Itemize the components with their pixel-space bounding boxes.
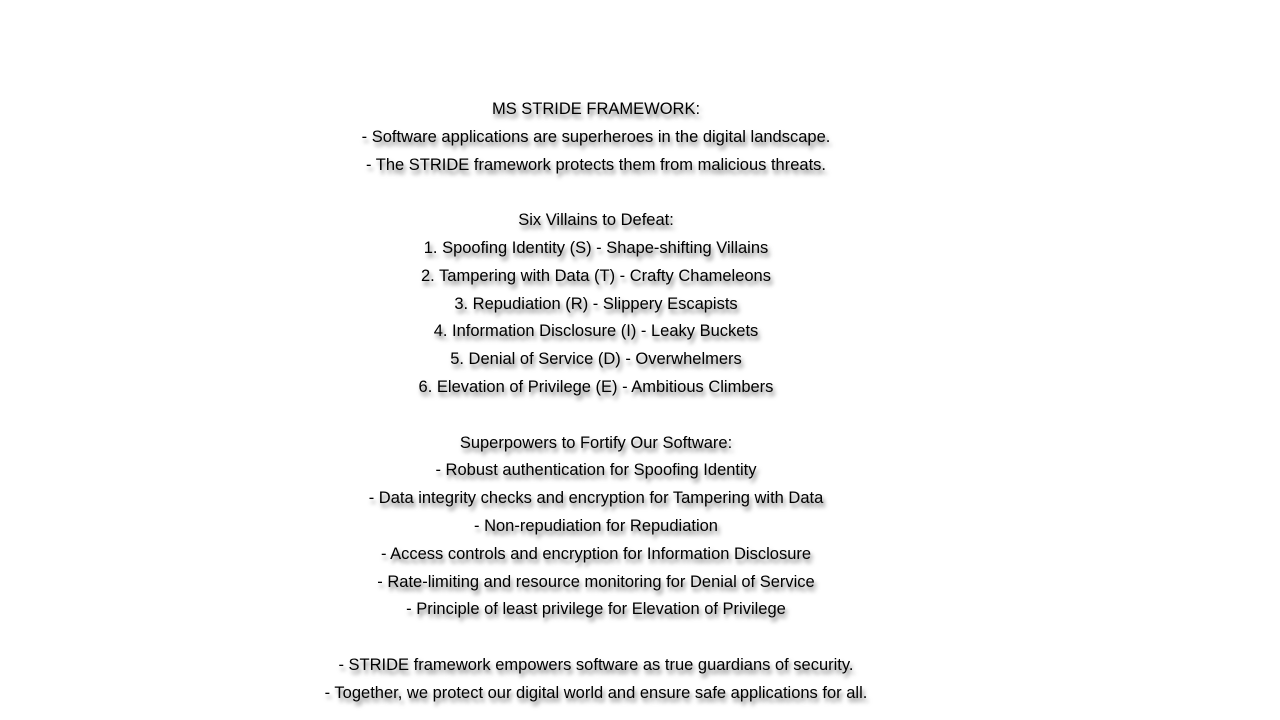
superpower-item: - Robust authentication for Spoofing Identity	[435, 461, 757, 480]
closing-line: - Together, we protect our digital world and ensure safe applications for all.	[324, 683, 868, 702]
villain-item: 2. Tampering with Data (T) - Crafty Chameleons	[421, 266, 771, 285]
villain-item: 3. Repudiation (R) - Slippery Escapists	[454, 294, 738, 313]
villain-item: 4. Information Disclosure (I) - Leaky Buckets	[433, 322, 759, 341]
superpower-item: - Data integrity checks and encryption for Tampering with Data	[368, 489, 824, 508]
slide-text-block	[196, 96, 996, 708]
slide-title: MS STRIDE FRAMEWORK:	[491, 100, 701, 118]
intro-line: - Software applications are superheroes in the digital landscape.	[361, 127, 831, 146]
intro-line: - The STRIDE framework protects them from malicious threats.	[366, 155, 826, 174]
villain-item: 6. Elevation of Privilege (E) - Ambitious Climbers	[418, 377, 774, 396]
superpower-item: - Rate-limiting and resource monitoring for Denial of Service	[377, 572, 815, 591]
villain-item: 1. Spoofing Identity (S) - Shape-shifting Villains	[423, 238, 769, 257]
spacer	[196, 179, 996, 207]
closing-line: - STRIDE framework empowers software as true guardians of security.	[338, 655, 854, 674]
superpower-item: - Principle of least privilege for Elevation of Privilege	[406, 600, 786, 619]
villain-item: 5. Denial of Service (D) - Overwhelmers	[450, 350, 742, 369]
spacer	[196, 402, 996, 430]
superpowers-heading: Superpowers to Fortify Our Software:	[459, 433, 733, 452]
superpower-item: - Non-repudiation for Repudiation	[474, 516, 718, 535]
superpower-item: - Access controls and encryption for Information Disclosure	[380, 544, 812, 563]
spacer	[196, 624, 996, 652]
villains-heading: Six Villains to Defeat:	[518, 211, 674, 230]
